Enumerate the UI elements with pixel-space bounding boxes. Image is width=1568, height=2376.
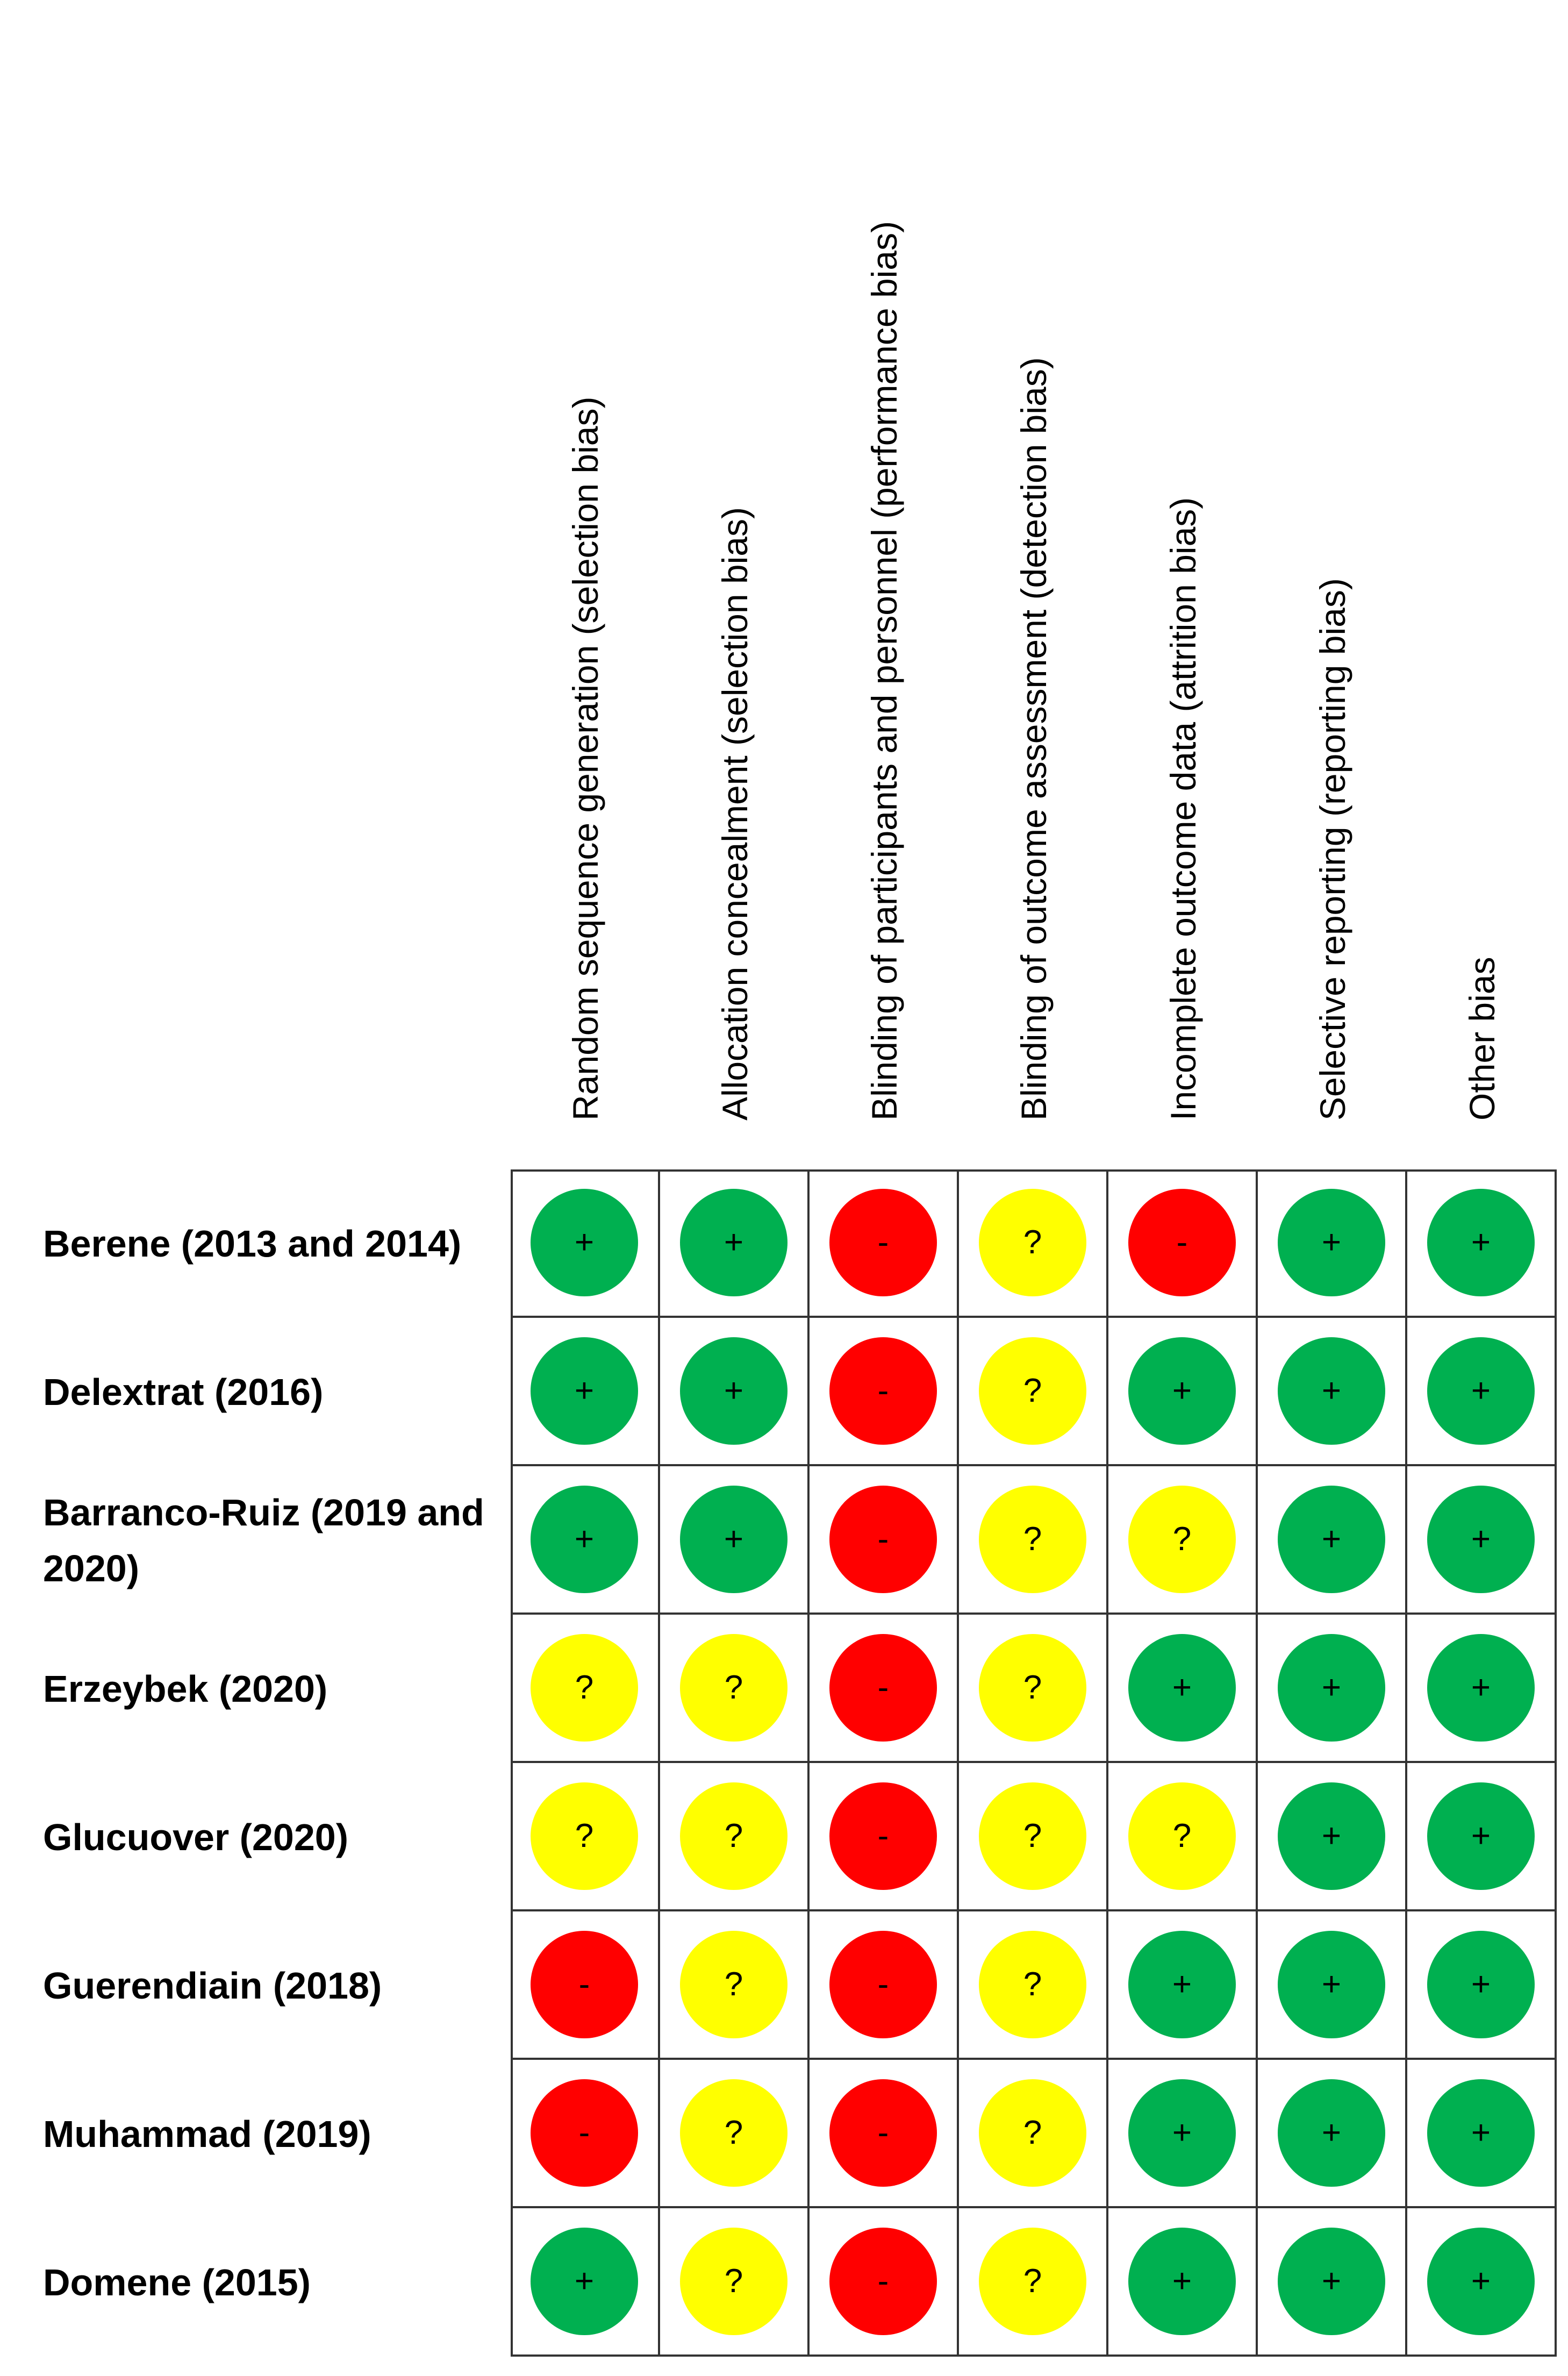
judgement-dot: +: [1427, 1782, 1535, 1890]
grid-cell: [1258, 2208, 1407, 2357]
judgement-dot: +: [531, 1337, 638, 1445]
judgement-dot: +: [1128, 2228, 1236, 2335]
grid-cell: [1407, 1466, 1557, 1615]
judgement-dot: +: [1278, 1782, 1385, 1890]
grid-cell: [511, 2060, 660, 2208]
grid-cell: [1108, 1466, 1258, 1615]
domain-header-label: Selective reporting (reporting bias): [1313, 578, 1352, 1121]
judgement-dot: +: [680, 1337, 787, 1445]
grid-cell: [959, 1615, 1108, 1763]
grid-cell: [1108, 1763, 1258, 1911]
domain-header: [511, 0, 660, 1156]
grid-cell: [1258, 1318, 1407, 1466]
grid-cell: [1108, 2208, 1258, 2357]
grid-cell: [959, 2060, 1108, 2208]
grid-cell: [1258, 2060, 1407, 2208]
judgement-dot: -: [829, 1931, 937, 2038]
judgement-dot: -: [531, 1931, 638, 2038]
judgement-dot: +: [531, 1486, 638, 1593]
judgement-dot: +: [1278, 1931, 1385, 2038]
grid-cell: [660, 2208, 810, 2357]
domain-header: [660, 0, 810, 1156]
judgement-dot: ?: [1128, 1486, 1236, 1593]
grid-cell: [810, 2208, 959, 2357]
judgement-dot: +: [1427, 1634, 1535, 1742]
judgement-dot: ?: [531, 1782, 638, 1890]
judgement-dot: ?: [680, 1782, 787, 1890]
grid-cell: [511, 1318, 660, 1466]
grid-cell: [1407, 1318, 1557, 1466]
judgement-dot: -: [829, 1486, 937, 1593]
judgement-dot: +: [1427, 2228, 1535, 2335]
grid-cell: [1258, 1911, 1407, 2060]
grid-cell: [511, 1615, 660, 1763]
judgement-dot: ?: [979, 2228, 1086, 2335]
judgement-dot: +: [680, 1486, 787, 1593]
judgement-dot: ?: [979, 1782, 1086, 1890]
grid-cell: [810, 1318, 959, 1466]
domain-header-label: Allocation concealment (selection bias): [715, 507, 755, 1121]
judgement-dot: +: [531, 1189, 638, 1296]
grid-cell: [959, 1911, 1108, 2060]
judgement-dot: -: [829, 1189, 937, 1296]
grid-cell: [660, 1911, 810, 2060]
judgement-dot: ?: [979, 1634, 1086, 1742]
grid-cell: [511, 1169, 660, 1318]
judgement-dot: +: [531, 2228, 638, 2335]
judgement-dot: +: [1278, 1337, 1385, 1445]
judgement-dot: +: [1128, 1634, 1236, 1742]
grid-cell: [810, 2060, 959, 2208]
grid-cell: [959, 1169, 1108, 1318]
grid-cell: [810, 1763, 959, 1911]
grid-cell: [1407, 1763, 1557, 1911]
grid-cell: [1407, 2060, 1557, 2208]
study-label: Domene (2015): [43, 2261, 311, 2303]
grid-cell: [1108, 1169, 1258, 1318]
grid-cell: [810, 1911, 959, 2060]
grid-cell: [959, 2208, 1108, 2357]
judgement-dot: -: [829, 1634, 937, 1742]
grid-cell: [1258, 1763, 1407, 1911]
domain-header-label: Random sequence generation (selection bias): [565, 396, 605, 1121]
study-label: Glucuover (2020): [43, 1816, 348, 1858]
judgement-dot: -: [829, 1337, 937, 1445]
grid-cell: [660, 1763, 810, 1911]
grid-cell: [810, 1466, 959, 1615]
domain-header: [959, 0, 1108, 1156]
domain-header-label: Blinding of participants and personnel (performance bias): [864, 221, 904, 1121]
judgement-dot: +: [1128, 1337, 1236, 1445]
judgement-dot: -: [531, 2079, 638, 2187]
judgement-dot: +: [1278, 2228, 1385, 2335]
judgement-dot: +: [1427, 1337, 1535, 1445]
grid-cell: [1258, 1466, 1407, 1615]
judgement-dot: +: [1278, 1189, 1385, 1296]
study-label: Muhammad (2019): [43, 2113, 371, 2155]
grid-cell: [660, 2060, 810, 2208]
judgement-dot: ?: [979, 1486, 1086, 1593]
judgement-dot: +: [1427, 1189, 1535, 1296]
judgement-dot: ?: [680, 1931, 787, 2038]
judgement-dot: ?: [680, 2079, 787, 2187]
judgement-dot: ?: [531, 1634, 638, 1742]
judgement-dot: ?: [680, 2228, 787, 2335]
grid-cell: [511, 1911, 660, 2060]
grid-cell: [1108, 2060, 1258, 2208]
study-label: Barranco-Ruiz (2019 and 2020): [43, 1492, 484, 1589]
study-label: Guerendiain (2018): [43, 1965, 382, 2007]
judgement-dot: +: [1427, 2079, 1535, 2187]
domain-header-label: Other bias: [1462, 957, 1502, 1121]
grid-cell: [660, 1318, 810, 1466]
grid-cell: [1407, 1169, 1557, 1318]
judgement-dot: -: [829, 2079, 937, 2187]
grid-cell: [1108, 1318, 1258, 1466]
judgement-dot: ?: [979, 1931, 1086, 2038]
judgement-dot: +: [1278, 1486, 1385, 1593]
grid-cell: [1108, 1615, 1258, 1763]
grid-cell: [1108, 1911, 1258, 2060]
domain-header: [1407, 0, 1557, 1156]
judgement-dot: -: [829, 1782, 937, 1890]
judgement-dot: +: [1427, 1931, 1535, 2038]
grid-cell: [1407, 2208, 1557, 2357]
study-label: Delextrat (2016): [43, 1371, 324, 1413]
domain-header: [1108, 0, 1258, 1156]
study-label: Berene (2013 and 2014): [43, 1223, 462, 1265]
grid-cell: [511, 1466, 660, 1615]
grid-cell: [1258, 1615, 1407, 1763]
domain-header: [810, 0, 959, 1156]
domain-header-label: Blinding of outcome assessment (detection bias): [1014, 357, 1054, 1121]
judgement-dot: ?: [979, 1337, 1086, 1445]
grid-cell: [660, 1169, 810, 1318]
grid-cell: [660, 1615, 810, 1763]
judgement-dot: +: [680, 1189, 787, 1296]
judgement-dot: ?: [979, 1189, 1086, 1296]
study-label: Erzeybek (2020): [43, 1668, 328, 1710]
grid-cell: [810, 1615, 959, 1763]
judgement-dot: +: [1427, 1486, 1535, 1593]
judgement-dot: ?: [979, 2079, 1086, 2187]
judgement-dot: +: [1128, 2079, 1236, 2187]
judgement-dot: ?: [1128, 1782, 1236, 1890]
judgement-dot: +: [1278, 1634, 1385, 1742]
grid-cell: [810, 1169, 959, 1318]
grid-cell: [959, 1318, 1108, 1466]
grid-cell: [1407, 1911, 1557, 2060]
grid-cell: [1258, 1169, 1407, 1318]
grid-cell: [511, 1763, 660, 1911]
judgement-dot: -: [1128, 1189, 1236, 1296]
grid-cell: [959, 1466, 1108, 1615]
grid-cell: [959, 1763, 1108, 1911]
grid-cell: [660, 1466, 810, 1615]
domain-header: [1258, 0, 1407, 1156]
judgement-dot: +: [1278, 2079, 1385, 2187]
domain-header-label: Incomplete outcome data (attrition bias): [1163, 497, 1203, 1121]
judgement-dot: ?: [680, 1634, 787, 1742]
grid-cell: [511, 2208, 660, 2357]
judgement-dot: +: [1128, 1931, 1236, 2038]
grid-cell: [1407, 1615, 1557, 1763]
judgement-dot: -: [829, 2228, 937, 2335]
